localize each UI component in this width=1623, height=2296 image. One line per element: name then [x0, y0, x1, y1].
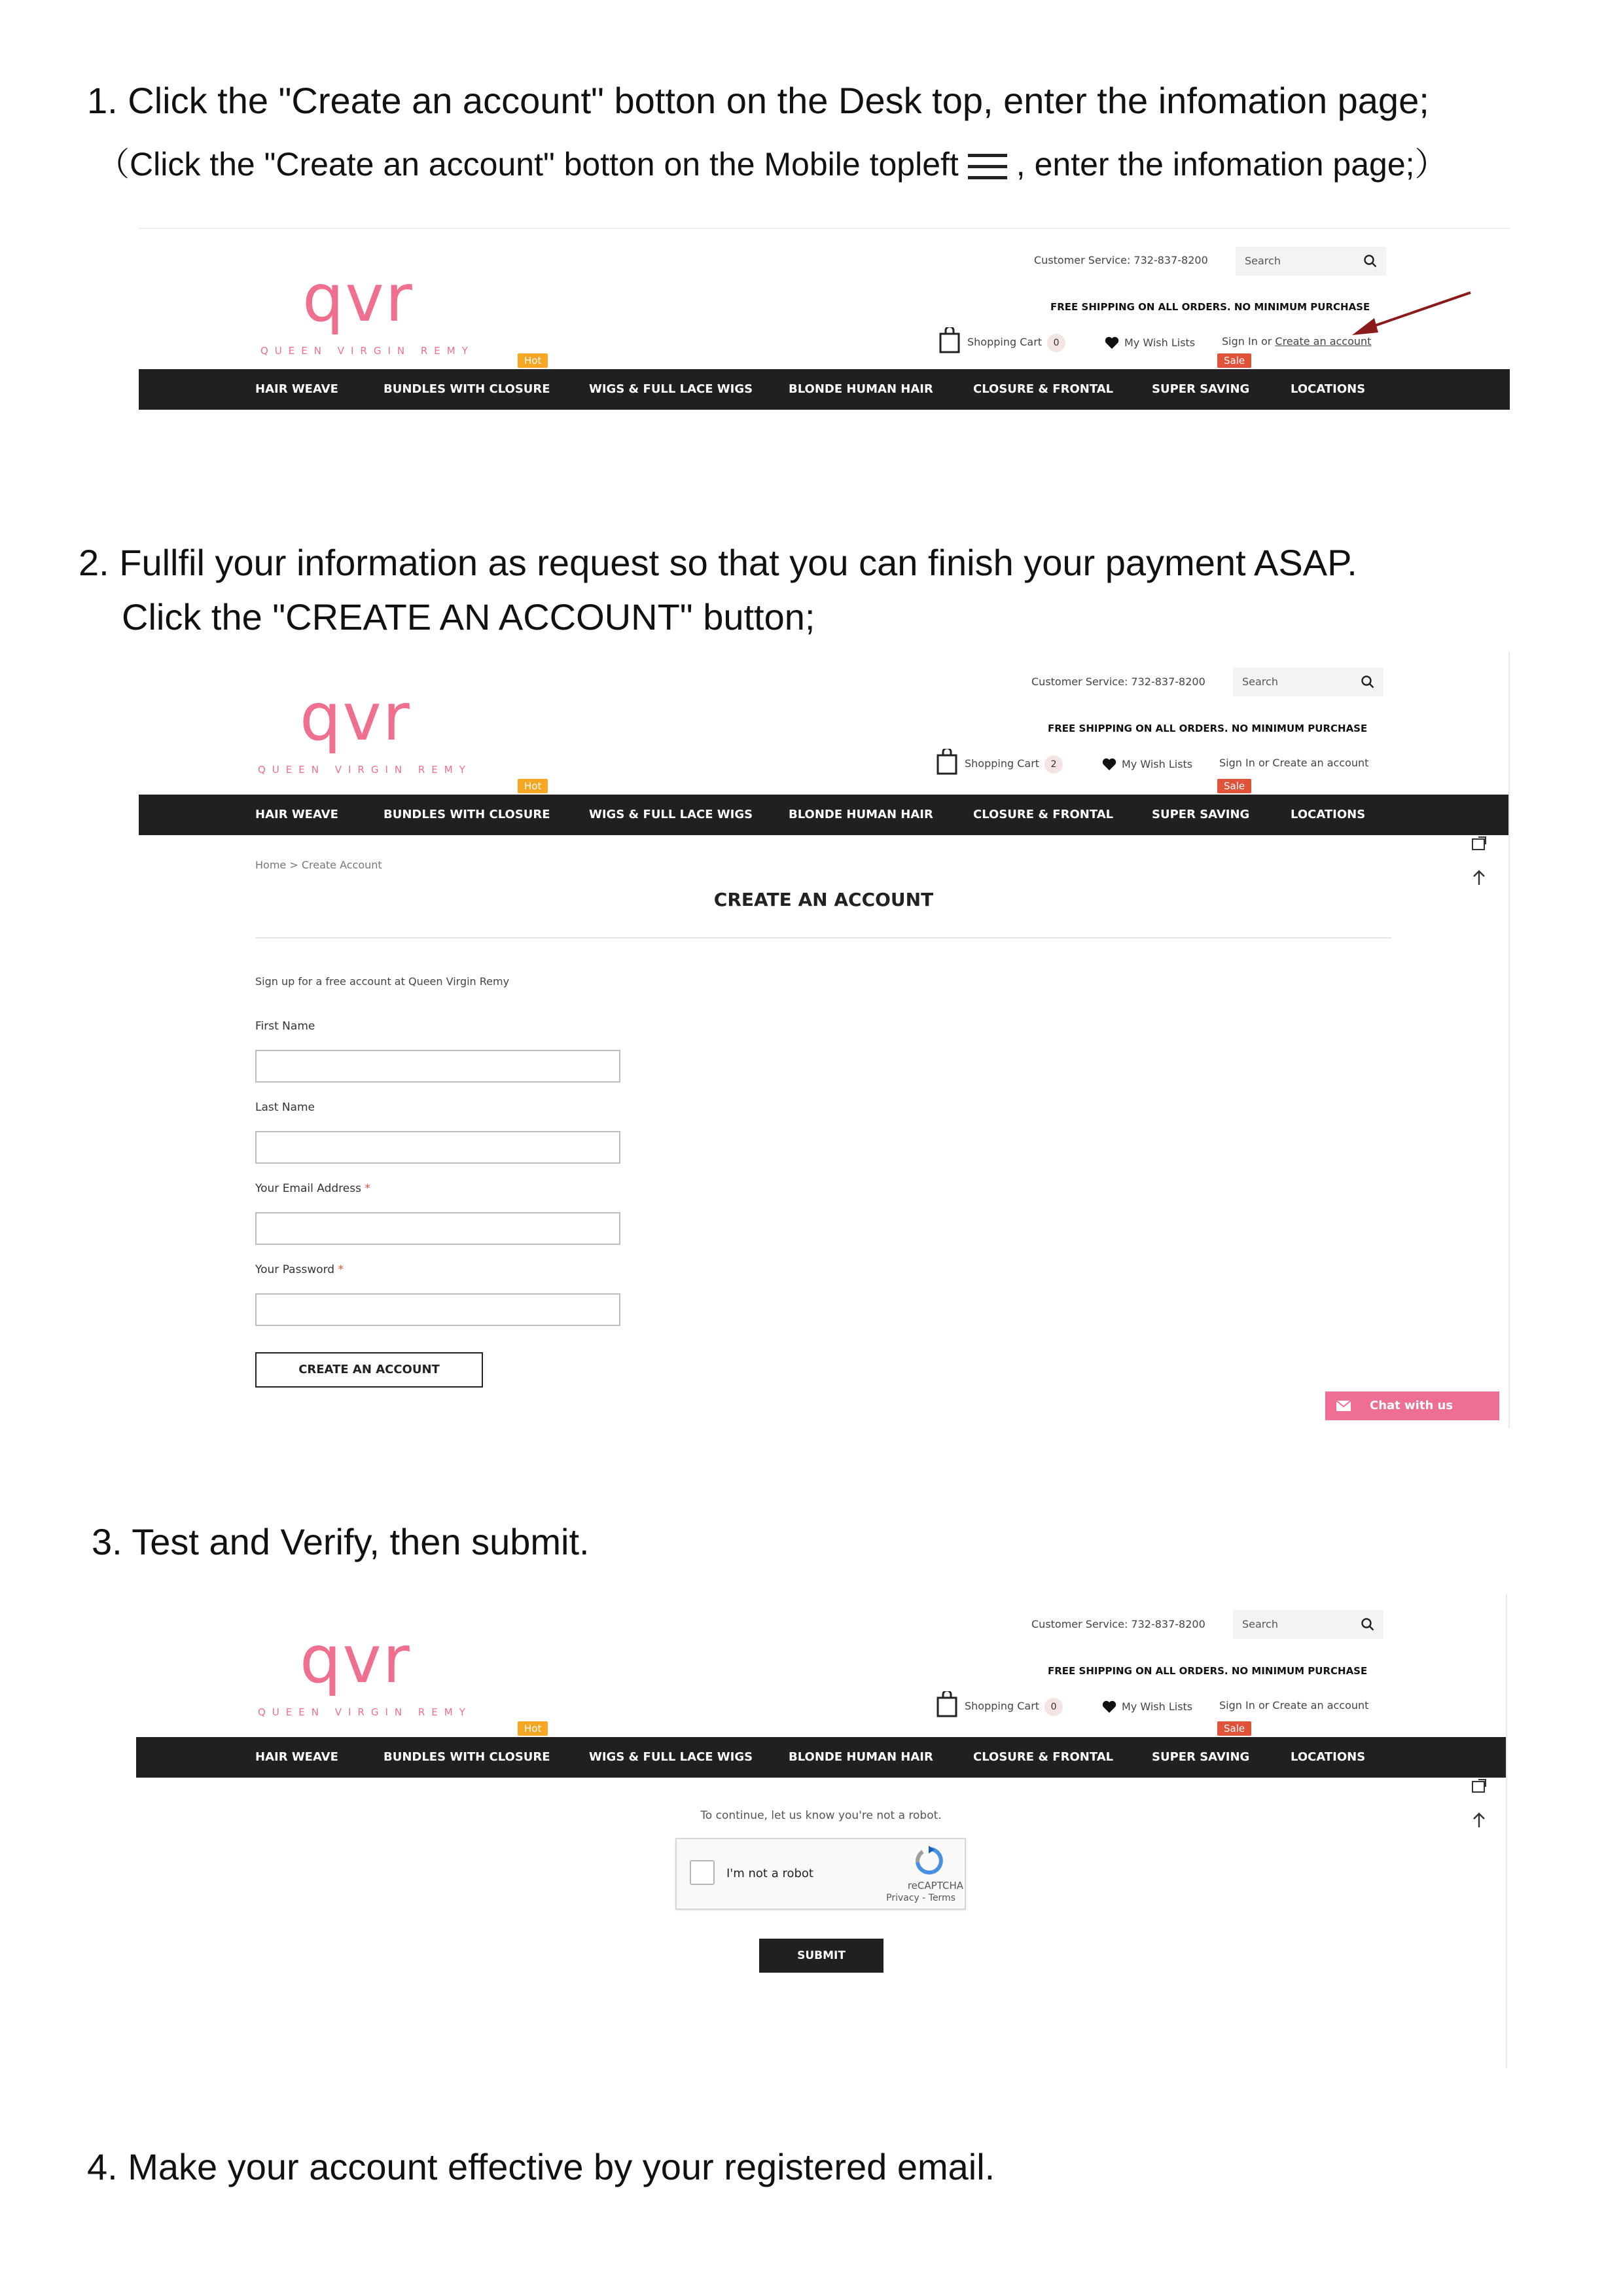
- cart-label: Shopping Cart: [965, 1700, 1040, 1712]
- nav-bundles-label: BUNDLES WITH CLOSURE: [383, 808, 550, 821]
- site-logo-subtitle: QUEEN VIRGIN REMY: [258, 1706, 472, 1718]
- nav-super-saving[interactable]: [1152, 355, 1250, 410]
- account-links: [1219, 1699, 1368, 1712]
- title-divider: [255, 937, 1391, 939]
- nav-hair-weave[interactable]: HAIR WEAVE: [255, 808, 338, 821]
- sign-in-link[interactable]: Sign In: [1222, 335, 1258, 348]
- cart-count: 0: [1044, 1698, 1063, 1716]
- required-mark: *: [365, 1182, 370, 1195]
- site-logo[interactable]: qvr: [300, 1621, 411, 1698]
- hot-badge: Hot: [518, 353, 548, 368]
- customer-service: Customer Service: 732-837-8200: [1031, 1618, 1205, 1630]
- robot-prompt: To continue, let us know you're not a robot.: [700, 1809, 942, 1822]
- password-label: [255, 1263, 344, 1276]
- search-icon[interactable]: [1360, 674, 1376, 690]
- nav-super-saving-label: SUPER SAVING: [1152, 808, 1250, 821]
- nav-bundles-with-closure[interactable]: [383, 1723, 550, 1778]
- search-placeholder: Search: [1245, 255, 1281, 267]
- signup-intro: Sign up for a free account at Queen Virgin Remy: [255, 975, 510, 988]
- free-shipping-banner: FREE SHIPPING ON ALL ORDERS. NO MINIMUM PURCHASE: [1048, 1665, 1368, 1677]
- nav-wigs[interactable]: WIGS & FULL LACE WIGS: [589, 808, 753, 821]
- captcha-links[interactable]: Privacy - Terms: [886, 1893, 955, 1903]
- captcha-label: I'm not a robot: [726, 1867, 813, 1880]
- recaptcha-logo-icon: [914, 1846, 944, 1876]
- cart-label: Shopping Cart: [967, 336, 1043, 348]
- nav-hair-weave[interactable]: HAIR WEAVE: [255, 1750, 338, 1764]
- or-text: or: [1258, 1699, 1270, 1712]
- step-1-title: 1. Click the "Create an account" botton on the Desk top, enter the infomation page;: [87, 80, 1429, 121]
- customer-service: Customer Service: 732-837-8200: [1034, 254, 1208, 266]
- last-name-label: Last Name: [255, 1101, 315, 1114]
- heart-icon: [1102, 1700, 1116, 1713]
- nav-blonde[interactable]: BLONDE HUMAN HAIR: [789, 1750, 933, 1764]
- step-1-subtitle: [97, 148, 1448, 181]
- create-account-link[interactable]: Create an account: [1272, 1699, 1369, 1712]
- nav-blonde[interactable]: BLONDE HUMAN HAIR: [789, 382, 933, 396]
- sale-badge: Sale: [1217, 779, 1251, 793]
- search-icon[interactable]: [1360, 1617, 1376, 1632]
- site-logo[interactable]: qvr: [300, 679, 411, 755]
- breadcrumb-home[interactable]: Home: [255, 859, 287, 871]
- chat-label: Chat with us: [1370, 1399, 1454, 1412]
- nav-wigs[interactable]: WIGS & FULL LACE WIGS: [589, 1750, 753, 1764]
- chat-with-us-button[interactable]: [1325, 1391, 1499, 1420]
- cart-link[interactable]: [965, 1698, 1063, 1716]
- nav-blonde[interactable]: BLONDE HUMAN HAIR: [789, 808, 933, 821]
- free-shipping-banner: FREE SHIPPING ON ALL ORDERS. NO MINIMUM PURCHASE: [1048, 723, 1368, 734]
- mail-icon: [1336, 1399, 1351, 1412]
- nav-locations[interactable]: LOCATIONS: [1291, 1750, 1366, 1764]
- free-shipping-banner: FREE SHIPPING ON ALL ORDERS. NO MINIMUM PURCHASE: [1050, 301, 1370, 313]
- nav-locations[interactable]: LOCATIONS: [1291, 382, 1366, 396]
- breadcrumb-current: Create Account: [301, 859, 382, 871]
- required-mark: *: [338, 1263, 344, 1276]
- step-3-title: 3. Test and Verify, then submit.: [92, 1521, 590, 1562]
- nav-closure-frontal[interactable]: CLOSURE & FRONTAL: [973, 1750, 1114, 1764]
- share-icon[interactable]: [1469, 834, 1489, 853]
- heart-icon: [1102, 758, 1116, 771]
- sign-in-link[interactable]: Sign In: [1219, 757, 1255, 769]
- nav-super-saving[interactable]: [1152, 780, 1250, 835]
- step-2-title: 2. Fullfil your information as request so that you can finish your payment ASAP.: [79, 542, 1357, 583]
- nav-hair-weave[interactable]: HAIR WEAVE: [255, 382, 338, 396]
- nav-super-saving-label: SUPER SAVING: [1152, 1750, 1250, 1764]
- hot-badge: Hot: [518, 779, 548, 793]
- first-name-label: First Name: [255, 1020, 315, 1033]
- search-icon[interactable]: [1363, 253, 1378, 269]
- shopping-bag-icon[interactable]: [936, 749, 958, 775]
- page-title: CREATE AN ACCOUNT: [713, 889, 934, 910]
- search-placeholder: Search: [1242, 1618, 1278, 1630]
- step-1-subtitle-a: （Click the "Create an account" botton on the Mobile topleft: [97, 146, 959, 183]
- cart-count: 2: [1044, 755, 1063, 774]
- step-1-subtitle-b: , enter the infomation page;）: [1016, 146, 1448, 183]
- nav-bundles-with-closure[interactable]: [383, 355, 550, 410]
- nav-locations[interactable]: LOCATIONS: [1291, 808, 1366, 821]
- nav-wigs[interactable]: WIGS & FULL LACE WIGS: [589, 382, 753, 396]
- breadcrumb: [255, 859, 382, 871]
- site-logo-subtitle: QUEEN VIRGIN REMY: [260, 345, 474, 357]
- create-account-link[interactable]: Create an account: [1275, 335, 1372, 348]
- cart-count: 0: [1047, 334, 1065, 352]
- share-icon[interactable]: [1469, 1776, 1489, 1796]
- nav-closure-frontal[interactable]: CLOSURE & FRONTAL: [973, 808, 1114, 821]
- heart-icon: [1105, 336, 1119, 350]
- last-name-field[interactable]: [255, 1131, 620, 1164]
- submit-button[interactable]: SUBMIT: [759, 1939, 883, 1973]
- nav-bundles-label: BUNDLES WITH CLOSURE: [383, 1750, 550, 1764]
- breadcrumb-separator: >: [289, 859, 298, 871]
- back-to-top-icon[interactable]: [1469, 868, 1489, 888]
- hot-badge: Hot: [518, 1721, 548, 1736]
- account-links: [1219, 757, 1368, 769]
- sign-in-link[interactable]: Sign In: [1219, 1699, 1255, 1712]
- captcha-checkbox[interactable]: [690, 1860, 715, 1885]
- password-field[interactable]: [255, 1293, 620, 1326]
- screenshot-create-account: [139, 652, 1510, 1428]
- main-nav: [139, 780, 1508, 835]
- password-label-text: Your Password: [255, 1263, 335, 1276]
- sale-badge: Sale: [1217, 353, 1251, 368]
- nav-closure-frontal[interactable]: CLOSURE & FRONTAL: [973, 382, 1114, 396]
- step-2-subtitle: Click the "CREATE AN ACCOUNT" button;: [122, 596, 815, 637]
- cart-label: Shopping Cart: [965, 757, 1040, 770]
- cart-link[interactable]: [965, 755, 1063, 774]
- sale-badge: Sale: [1217, 1721, 1251, 1736]
- nav-super-saving[interactable]: [1152, 1723, 1250, 1778]
- hamburger-menu-icon: [968, 152, 1007, 181]
- or-text: or: [1258, 757, 1270, 769]
- first-name-field[interactable]: [255, 1050, 620, 1083]
- shopping-bag-icon[interactable]: [936, 1691, 958, 1717]
- search-placeholder: Search: [1242, 675, 1278, 688]
- wishlist-link[interactable]: My Wish Lists: [1124, 336, 1196, 349]
- shopping-bag-icon[interactable]: [938, 327, 961, 353]
- customer-service: Customer Service: 732-837-8200: [1031, 675, 1205, 688]
- recaptcha-widget: [675, 1838, 966, 1910]
- captcha-brand: reCAPTCHA: [907, 1880, 963, 1892]
- screenshot-header-1: [139, 228, 1510, 410]
- nav-bundles-with-closure[interactable]: [383, 780, 550, 835]
- pointer-arrow-icon: [1343, 289, 1474, 342]
- search-box[interactable]: [1233, 1610, 1383, 1639]
- search-box[interactable]: [1233, 668, 1383, 696]
- nav-bundles-label: BUNDLES WITH CLOSURE: [383, 382, 550, 396]
- main-nav: [139, 355, 1510, 410]
- main-nav: [136, 1723, 1506, 1778]
- create-account-button[interactable]: CREATE AN ACCOUNT: [255, 1352, 483, 1388]
- screenshot-captcha: [136, 1594, 1507, 2068]
- wishlist-link[interactable]: My Wish Lists: [1122, 758, 1193, 770]
- email-label-text: Your Email Address: [255, 1182, 361, 1195]
- email-field[interactable]: [255, 1212, 620, 1245]
- or-text: or: [1260, 335, 1272, 348]
- site-logo-subtitle: QUEEN VIRGIN REMY: [258, 764, 472, 776]
- cart-link[interactable]: [967, 334, 1065, 352]
- email-label: [255, 1182, 370, 1195]
- site-logo[interactable]: qvr: [302, 260, 414, 336]
- wishlist-link[interactable]: My Wish Lists: [1122, 1700, 1193, 1713]
- step-4-title: 4. Make your account effective by your registered email.: [87, 2146, 995, 2187]
- nav-super-saving-label: SUPER SAVING: [1152, 382, 1250, 396]
- search-box[interactable]: [1236, 247, 1386, 276]
- create-account-link[interactable]: Create an account: [1272, 757, 1369, 769]
